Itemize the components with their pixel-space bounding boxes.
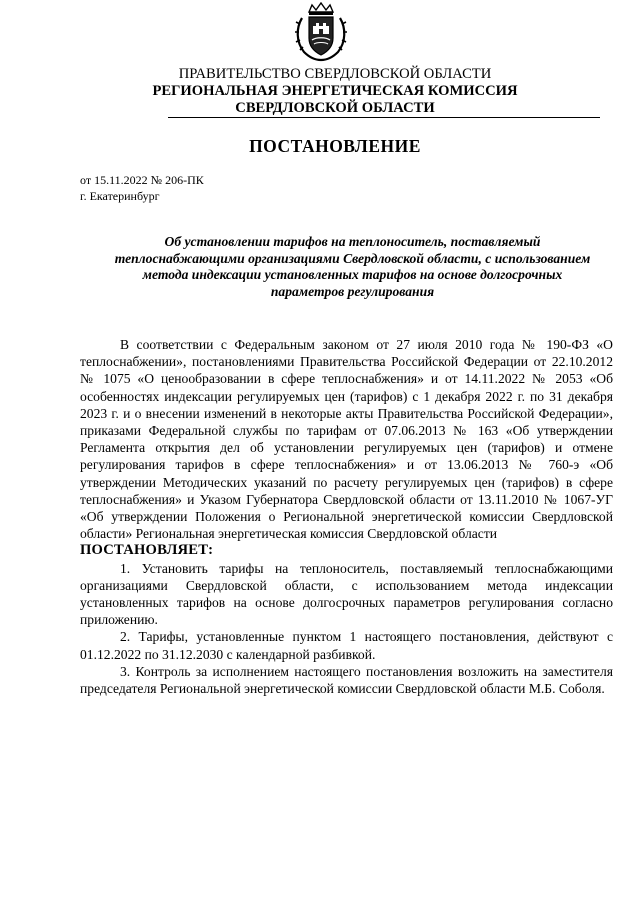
clause-paragraph: 2. Тарифы, установленные пунктом 1 настоящего постановления, действуют с 01.12.2022 по 31.12.2030 с календарной разбивкой. [80,629,613,662]
document-city: г. Екатеринбург [80,189,160,203]
subject-line: метода индексации установленных тарифов на основе долгосрочных [142,267,563,282]
commission-title-line2: СВЕРДЛОВСКОЙ ОБЛАСТИ [235,100,435,116]
document-subject [80,234,625,300]
preamble-paragraph: В соответствии с Федеральным законом от 27 июля 2010 года № 190-ФЗ «О теплоснабжении», постановлениями Правительства Российской Федерации от 22.10.2012 № 1075 «О ценообразовании в сфере теплоснабжения» и от 14.11.2022 № 2053 «Об особенностях индексации регулируемых цен (тарифов) с 1 декабря 2022 г. по 31 декабря 2023 г. и о внесении изменений в некоторые акты Правительства Российской Федерации», приказами Федеральной службы по тарифам от 07.06.2013 № 163 «Об утверждении Регламента открытия дел об установлении регулируемых цен (тарифов) и отмене регулирования тарифов в сфере теплоснабжения» и от 13.06.2013 № 760-э «Об утверждении Методических указаний по расчету регулируемых цен (тарифов) в сфере теплоснабжения» и Указом Губернатора Свердловской области от 13.11.2010 № 1067-УГ «Об утверждении Положения о Региональной энергетической комиссии Свердловской области» Региональная энергетическая комиссия Свердловской области [80,337,613,542]
document-type-heading: ПОСТАНОВЛЕНИЕ [249,136,421,156]
subject-line: параметров регулирования [270,283,435,299]
header-divider [168,117,600,118]
government-title: ПРАВИТЕЛЬСТВО СВЕРДЛОВСКОЙ ОБЛАСТИ [178,66,492,82]
clause-paragraph: 1. Установить тарифы на теплоноситель, поставляемый теплоснабжающими организациями Свердловской области, с использованием метода индексации установленных тарифов на основе долгосрочных параметров регулирования согласно приложению. [80,560,613,628]
document-date-number: от 15.11.2022 № 206-ПК [80,173,204,187]
clause-paragraph: 3. Контроль за исполнением настоящего постановления возложить на заместителя председателя Региональной энергетической комиссии Свердловской области М.Б. Соболя. [80,663,613,697]
document-body [80,336,613,697]
subject-line: Об установлении тарифов на теплоноситель, поставляемый [164,234,541,249]
commission-title-line1: РЕГИОНАЛЬНАЯ ЭНЕРГЕТИЧЕСКАЯ КОМИССИЯ [152,83,518,99]
coat-of-arms-icon [292,2,350,62]
subject-line: теплоснабжающими организациями Свердловской области, с использованием [114,250,591,266]
decree-word: ПОСТАНОВЛЯЕТ: [80,542,214,559]
